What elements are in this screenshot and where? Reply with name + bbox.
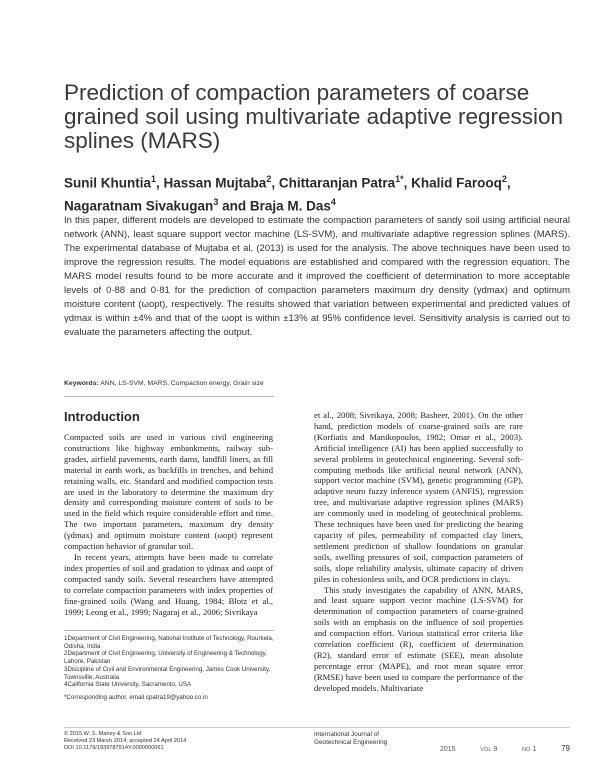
intro-column-left bbox=[64, 432, 273, 617]
affiliation-mark: 3 bbox=[213, 196, 219, 207]
section-heading-introduction: Introduction bbox=[64, 409, 140, 424]
keywords-label: Keywords: bbox=[64, 380, 99, 387]
footnote-divider bbox=[64, 630, 274, 631]
section-divider bbox=[64, 396, 274, 397]
author-name: Khalid Farooq bbox=[411, 175, 502, 191]
keywords-list: ANN, LS-SVM, MARS, Compaction energy, Grain size bbox=[100, 380, 264, 387]
volume: VOL 9 bbox=[480, 746, 498, 753]
affiliation-item: 1Department of Civil Engineering, National Institute of Technology, Rourkela, Odisha, India bbox=[64, 635, 274, 650]
intro-column-right bbox=[314, 410, 523, 694]
issue-meta bbox=[440, 744, 570, 753]
received-date: Received 23 March 2014; accepted 24 April 2014 bbox=[64, 738, 187, 744]
issue: NO 1 bbox=[522, 746, 537, 753]
affiliation-mark: 2 bbox=[501, 174, 507, 184]
author-list: Sunil Khuntia$^1$, Hassan Mujtaba$^2$, Chittaranjan Patra$^{1*}$, Khalid Farooq$^2$, Nagaratnam Sivakugan$^3$ and Braja M. Das$^4$ bbox=[64, 174, 511, 213]
year: 2015 bbox=[440, 746, 456, 753]
author-name: Hassan Mujtaba bbox=[163, 175, 267, 191]
corresponding-author: *Corresponding author, email cpatra19@yahoo.co.in bbox=[64, 693, 208, 701]
journal-name: International Journal of Geotechnical Engineering bbox=[314, 731, 388, 746]
affiliation-mark: 1* bbox=[395, 174, 404, 184]
paragraph: Compacted soils are used in various civil engineering constructions like highway embankments, railway sub-grades, airfield pavements, earth dams, landfill liners, as fill material in earth work, as backfills in trenches, and behind retaining walls, etc. Standard and modified compaction tests are used in the laboratory to determine the maximum dry density and corresponding moisture content of soils to be used in the field which require considerable effort and time. The two important parameters, maximum dry density (γdmax) and optimum moisture content (ωopt) represent compaction behavior of granular soil. bbox=[64, 432, 273, 552]
abstract: In this paper, different models are developed to estimate the compaction parameters of sandy soil using artificial neural network (ANN), least square support vector machine (LS-SVM), and multivariate adaptive regression splines (MARS). The experimental database of Mujtaba et al. (2013) is used for the analysis. The above techniques have been used to improve the regression results. The model equations are established and compared with the regression equation. The MARS model results found to be more accurate and it improved the coefficient of determination to more acceptable levels of 0·88 and 0·81 for the prediction of compaction parameters maximum dry density (γdmax) and optimum moisture content (ωopt), respectively. The results showed that variation between experimental and predicted values of γdmax is within ±4% and that of the ωopt is within ±13% at 95% confidence level. Sensitivity analysis is carried out to evaluate the parameters affecting the output. bbox=[64, 215, 570, 338]
author-name: Chittaranjan Patra bbox=[278, 175, 396, 191]
affiliation-mark: 1 bbox=[151, 174, 157, 184]
affiliation-item: 3Discipline of Civil and Environmental Engineering, James Cook University, Townsville, Australia bbox=[64, 665, 271, 681]
footer-publication-info bbox=[64, 731, 304, 752]
affiliation-item: 2Department of Civil Engineering, University of Engineering & Technology, Lahore, Pakistan bbox=[64, 650, 268, 666]
author-name: Sunil Khuntia bbox=[64, 175, 151, 191]
keywords bbox=[64, 380, 264, 387]
doi: DOI 10.1179/1939787914Y.0000000061 bbox=[64, 745, 164, 751]
affiliation-item: 4California State University, Sacramento, USA bbox=[64, 681, 192, 689]
paragraph: In recent years, attempts have been made to correlate index properties of soil and gradation to γdmax and ωopt of compacted sandy soils. Several researchers have attempted to correlate compaction parameters with index properties of fine-grained soils (Wang and Huang, 1984; Blotz et al., 1999; Leong et al., 1999; Nagaraj et al., 2006; Sivrikaya bbox=[64, 551, 273, 617]
footer-divider bbox=[64, 727, 570, 728]
author-name: Nagaratnam Sivakugan bbox=[64, 198, 214, 213]
paper-title: Prediction of compaction parameters of coarse grained soil using multivariate adaptive regression splines (MARS) bbox=[64, 80, 564, 153]
affiliations bbox=[64, 635, 284, 702]
page-number: 79 bbox=[561, 744, 570, 753]
affiliation-mark: 2 bbox=[266, 174, 272, 184]
paragraph: This study investigates the capability of ANN, MARS, and least square support vector machine (LS-SVM) for determination of compaction parameters of coarse-grained soils with an emphasis on the influence of soil properties and compaction effort. Various statistical error criteria like correlation coefficient (R), coefficient of determination (R2), standard error of estimate (SEE), mean absolute percentage error (MAPE), and root mean square error (RMSE) have been used to compare the performance of the developed models. Multivariate bbox=[314, 584, 523, 693]
author-name: Braja M. Das bbox=[249, 198, 331, 213]
affiliation-mark: 4 bbox=[330, 196, 336, 207]
copyright: © 2015 W. S. Maney & Son Ltd bbox=[64, 731, 142, 737]
paragraph: et al., 2008; Sivrikaya, 2008; Basheer, 2001). On the other hand, prediction models of coarse-grained soils are rare (Korfiatis and Manikopoulos, 1982; Omar et al., 2003). Artificial intelligence (AI) has been applied successfully to several problems in geotechnical engineering. Several soft-computing methods like artificial neural network (ANN), support vector machine (SVM), genetic programming (GP), adaptive neuro fuzzy inference system (ANFIS), regression tree, and multivariate adaptive regression splines (MARS) are commonly used in modeling of geotechnical problems. These techniques have been used for predicting the bearing capacity of piles, permeability of compacted clay liners, settlement prediction of shallow foundations on granular soils, swelling pressures of soil, compaction parameters of soils, slope reliability analysis, ultimate capacity of driven piles in cohesionless soils, and OCR predictions in clays. bbox=[314, 410, 523, 584]
